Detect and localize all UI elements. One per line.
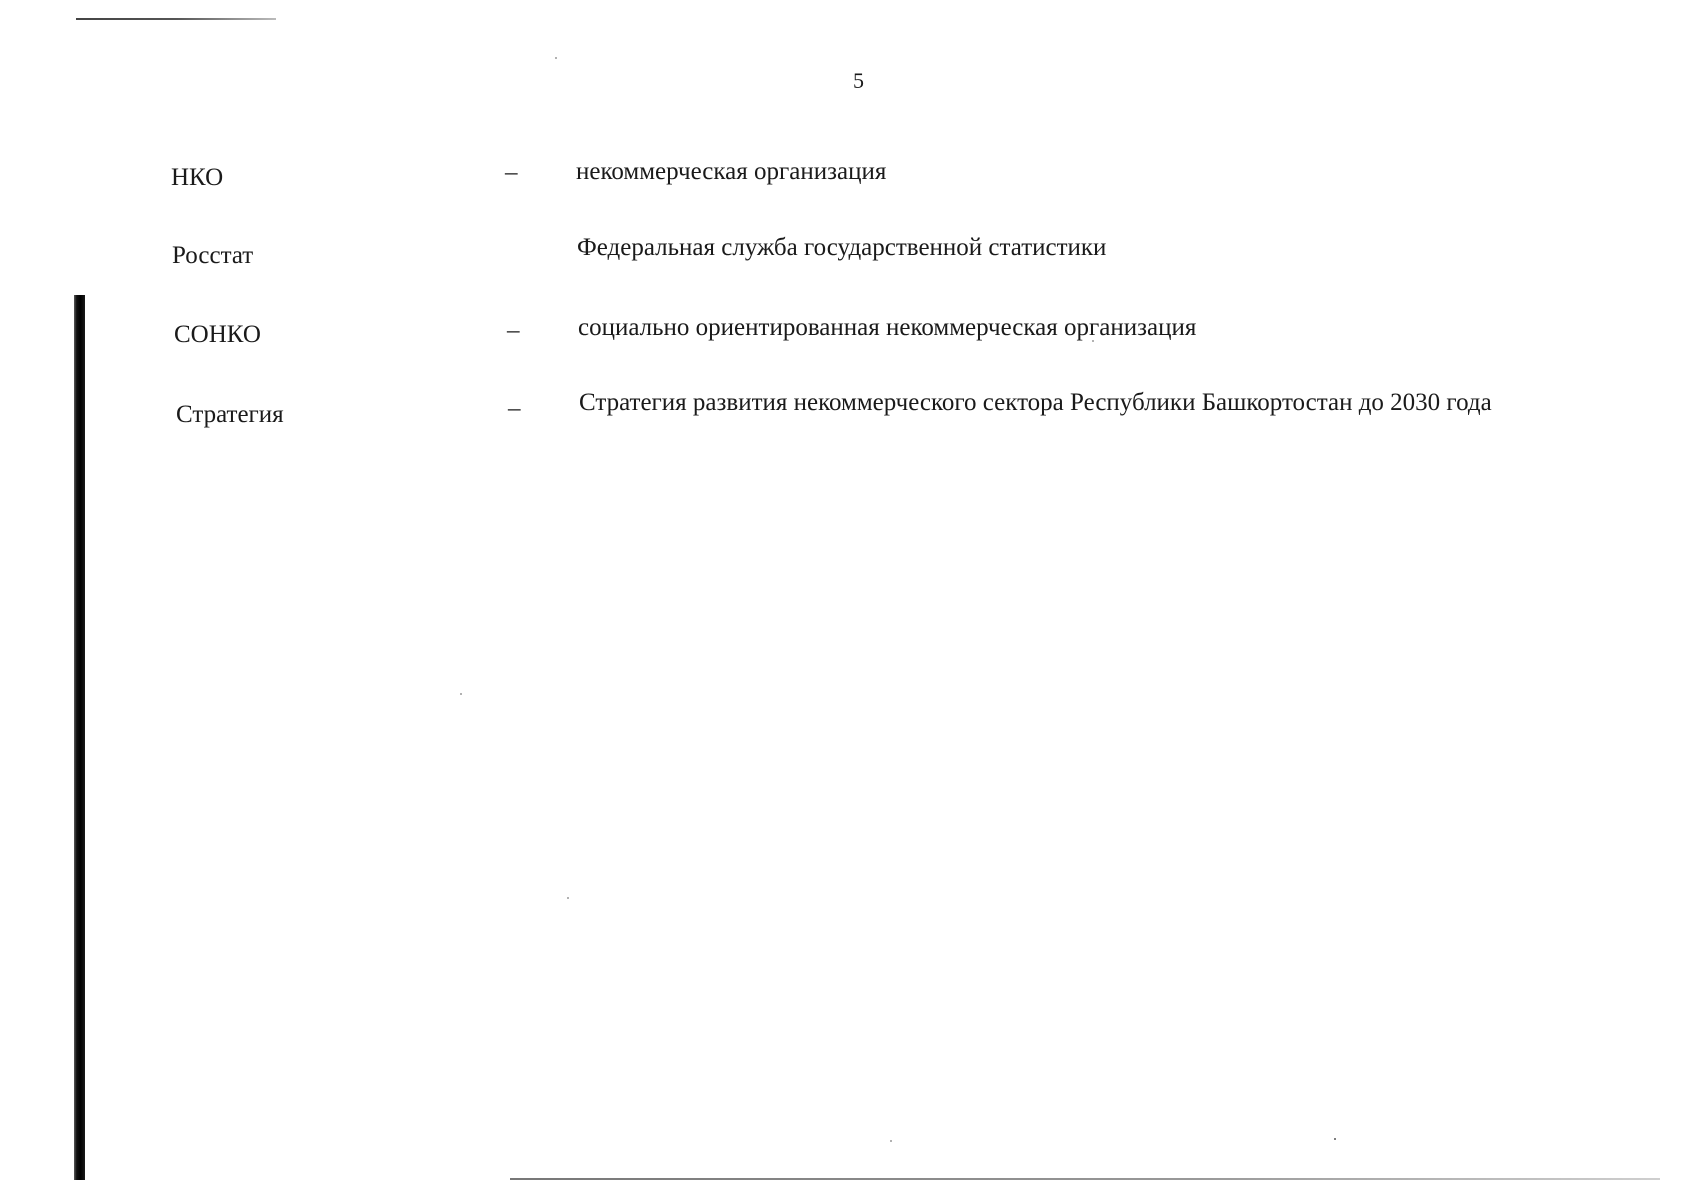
- scan-bottom-line: [510, 1178, 1660, 1180]
- abbreviation-dash: –: [505, 159, 518, 186]
- scan-speck: [1334, 1138, 1336, 1140]
- scan-speck: [555, 57, 557, 59]
- abbreviation-row: [0, 234, 1697, 277]
- abbreviation-definition: Стратегия развития некоммерческого сектора Республики Башкортостан до 2030 года: [579, 389, 1492, 416]
- abbreviation-term: НКО: [171, 164, 224, 191]
- abbreviation-definition: социально ориентированная некоммерческая организация: [578, 314, 1197, 341]
- page-number: 5: [853, 68, 864, 93]
- abbreviation-row: [0, 158, 1697, 198]
- scan-speck: [567, 897, 569, 899]
- abbreviation-row: [0, 389, 1697, 436]
- abbreviation-dash: –: [508, 395, 521, 422]
- abbreviation-definition: Федеральная служба государственной статистики: [577, 234, 1107, 261]
- abbreviation-row: [0, 316, 1697, 356]
- abbreviation-dash: –: [507, 317, 520, 344]
- abbreviation-definition: некоммерческая организация: [576, 158, 887, 185]
- scan-speck: [890, 1140, 892, 1142]
- abbreviation-term: Росстат: [172, 242, 254, 269]
- abbreviation-term: СОНКО: [174, 321, 261, 348]
- scan-speck: [460, 693, 462, 695]
- abbreviation-term: Стратегия: [176, 401, 284, 428]
- scan-top-line: [76, 18, 276, 20]
